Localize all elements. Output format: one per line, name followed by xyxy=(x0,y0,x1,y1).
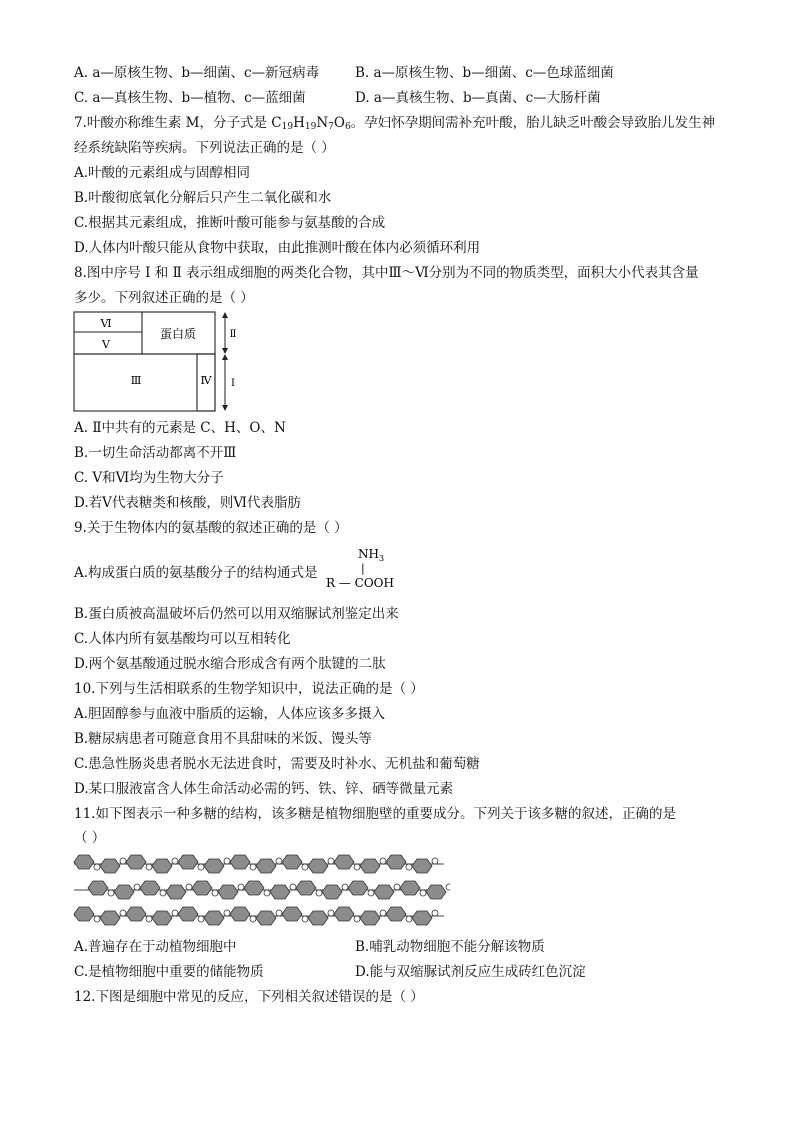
glucose-unit xyxy=(100,859,120,873)
glucose-unit xyxy=(74,907,94,921)
glucose-unit xyxy=(360,911,380,925)
label-protein: 蛋白质 xyxy=(159,327,197,341)
q8-stem-line2: 多少。下列叙述正确的是（ ） xyxy=(74,290,254,306)
glucose-unit xyxy=(192,881,212,895)
oxygen-link xyxy=(94,864,100,870)
q10-option-d[interactable]: D.某口服液富含人体生命活动必需的钙、铁、锌、硒等微量元素 xyxy=(74,781,454,797)
q10-option-a[interactable]: A.胆固醇参与血液中脂质的运输，人体应该多多摄入 xyxy=(74,706,386,722)
q11-option-c[interactable]: C.是植物细胞中重要的储能物质 xyxy=(74,964,264,980)
oxygen-link xyxy=(172,910,178,916)
q6-option-c[interactable]: C. a—真核生物、b—植物、c—蓝细菌 xyxy=(74,90,306,106)
q11-option-b[interactable]: B.哺乳动物细胞不能分解该物质 xyxy=(355,939,545,955)
glucose-unit xyxy=(334,855,354,869)
box-i xyxy=(74,354,215,411)
glucose-unit xyxy=(88,881,108,895)
q8-option-d[interactable]: D.若Ⅴ代表糖类和核酸，则Ⅵ代表脂肪 xyxy=(74,495,301,511)
q6-option-b[interactable]: B. a—原核生物、b—细菌、c—色球蓝细菌 xyxy=(355,65,614,81)
oxygen-link xyxy=(134,884,140,890)
glucose-unit xyxy=(256,859,276,873)
oxygen-link xyxy=(120,910,126,916)
glucose-unit xyxy=(230,855,250,869)
q7-option-d[interactable]: D.人体内叶酸只能从食物中获取，由此推测叶酸在体内必须循环利用 xyxy=(74,240,481,256)
glucose-unit xyxy=(140,881,160,895)
oxygen-link xyxy=(94,916,100,922)
label-i: Ⅰ xyxy=(231,378,235,389)
oxygen-link xyxy=(276,910,282,916)
oxygen-link xyxy=(172,858,178,864)
glucose-unit xyxy=(360,859,380,873)
amino-acid-formula xyxy=(322,546,406,590)
q8-stem-line1: 8.图中序号 Ⅰ 和 Ⅱ 表示组成细胞的两类化合物，其中Ⅲ～Ⅵ分别为不同的物质类型，面积大小代表其含量 xyxy=(74,265,699,281)
label-vi: Ⅵ xyxy=(100,317,112,330)
q9-option-c[interactable]: C.人体内所有氨基酸均可以互相转化 xyxy=(74,631,291,647)
oxygen-link xyxy=(394,884,400,890)
q7-option-c[interactable]: C.根据其元素组成，推断叶酸可能参与氨基酸的合成 xyxy=(74,215,386,231)
oxygen-link xyxy=(302,916,308,922)
glucose-unit xyxy=(348,881,368,895)
q6-option-d[interactable]: D. a—真核生物、b—真菌、c—大肠杆菌 xyxy=(355,90,601,106)
q9-option-b[interactable]: B.蛋白质被高温破坏后仍然可以用双缩脲试剂鉴定出来 xyxy=(74,606,399,622)
oxygen-link xyxy=(224,858,230,864)
q6-option-a[interactable]: A. a—原核生物、b—细菌、c—新冠病毒 xyxy=(74,65,320,81)
oxygen-link xyxy=(212,890,218,896)
glucose-unit xyxy=(374,885,394,899)
q11-stem-line2: （ ） xyxy=(74,830,106,846)
polysaccharide-chain-diagram xyxy=(72,850,450,930)
glucose-unit xyxy=(282,855,302,869)
glucose-unit xyxy=(400,881,420,895)
q9-stem: 9.关于生物体内的氨基酸的叙述正确的是（ ） xyxy=(74,520,348,536)
oxygen-link xyxy=(380,858,386,864)
glucose-unit xyxy=(412,859,432,873)
glucose-unit xyxy=(282,907,302,921)
oxygen-link xyxy=(380,910,386,916)
glucose-unit xyxy=(166,885,186,899)
oxygen-link xyxy=(264,890,270,896)
q7-stem-line2: 经系统缺陷等疾病。下列说法正确的是（ ） xyxy=(74,140,335,156)
oxygen-link xyxy=(316,890,322,896)
oxygen-link xyxy=(120,858,126,864)
oxygen-link xyxy=(198,916,204,922)
glucose-unit xyxy=(386,907,406,921)
glucose-unit xyxy=(114,885,134,899)
oxygen-link xyxy=(368,890,374,896)
oxygen-link xyxy=(302,864,308,870)
oxygen-link xyxy=(198,864,204,870)
glucose-unit xyxy=(308,911,328,925)
q8-option-a[interactable]: A. Ⅱ中共有的元素是 C、H、O、N xyxy=(74,420,286,436)
glucose-unit xyxy=(334,907,354,921)
label-iv: Ⅳ xyxy=(200,374,212,387)
formula-bond: | xyxy=(361,562,365,575)
q7-stem-line1: 7.叶酸亦称维生素 M，分子式是 $C_{19}H_{19}N_7O_6$。孕妇怀孕期间需补充叶酸，胎儿缺乏叶酸会导致胎儿发生神 xyxy=(74,115,716,132)
glucose-unit xyxy=(308,859,328,873)
compound-area-diagram xyxy=(72,310,242,414)
glucose-unit xyxy=(204,859,224,873)
q7-option-a[interactable]: A.叶酸的元素组成与固醇相同 xyxy=(74,165,251,181)
q8-option-b[interactable]: B.一切生命活动都离不开Ⅲ xyxy=(74,445,237,461)
oxygen-link xyxy=(250,916,256,922)
glucose-unit xyxy=(126,907,146,921)
oxygen-link xyxy=(406,916,412,922)
glucose-unit xyxy=(152,859,172,873)
glucose-unit xyxy=(296,881,316,895)
q10-stem: 10.下列与生活相联系的生物学知识中，说法正确的是（ ） xyxy=(74,681,424,697)
label-ii: Ⅱ xyxy=(229,329,237,340)
oxygen-link xyxy=(342,884,348,890)
glucose-unit xyxy=(256,911,276,925)
glucose-unit xyxy=(100,911,120,925)
glucose-unit xyxy=(426,885,446,899)
glucose-unit xyxy=(322,885,342,899)
formula-nh: $NH_3$ xyxy=(358,547,385,563)
oxygen-link xyxy=(250,864,256,870)
oxygen-link xyxy=(224,910,230,916)
glucose-unit xyxy=(270,885,290,899)
oxygen-link xyxy=(276,858,282,864)
oxygen-link xyxy=(186,884,192,890)
glucose-unit xyxy=(74,855,94,869)
oxygen-link xyxy=(160,890,166,896)
glucose-unit xyxy=(204,911,224,925)
q10-option-c[interactable]: C.患急性肠炎患者脱水无法进食时，需要及时补水、无机盐和葡萄糖 xyxy=(74,756,480,772)
glucose-unit xyxy=(218,885,238,899)
q11-stem-line1: 11.如下图表示一种多糖的结构，该多糖是植物细胞壁的重要成分。下列关于该多糖的叙述，正确的是 xyxy=(74,806,676,822)
label-v: Ⅴ xyxy=(102,338,110,351)
oxygen-link xyxy=(290,884,296,890)
oxygen-link xyxy=(108,890,114,896)
oxygen-link xyxy=(432,910,438,916)
q8-option-c[interactable]: C. Ⅴ和Ⅵ均为生物大分子 xyxy=(74,470,224,486)
oxygen-link xyxy=(354,864,360,870)
oxygen-link xyxy=(238,884,244,890)
glucose-unit xyxy=(412,911,432,925)
glucose-unit xyxy=(152,911,172,925)
glucose-unit xyxy=(178,907,198,921)
formula-chain: R — COOH xyxy=(326,576,394,590)
glucose-unit xyxy=(178,855,198,869)
oxygen-link xyxy=(146,864,152,870)
oxygen-link xyxy=(406,864,412,870)
oxygen-link xyxy=(432,858,438,864)
oxygen-link xyxy=(446,884,450,890)
q10-option-b[interactable]: B.糖尿病患者可随意食用不具甜味的米饭、馒头等 xyxy=(74,731,372,747)
oxygen-link xyxy=(328,910,334,916)
oxygen-link xyxy=(328,858,334,864)
glucose-unit xyxy=(386,855,406,869)
q11-option-a[interactable]: A.普遍存在于动植物细胞中 xyxy=(74,939,237,955)
oxygen-link xyxy=(420,890,426,896)
q12-stem: 12.下图是细胞中常见的反应，下列相关叙述错误的是（ ） xyxy=(74,989,424,1005)
label-iii: Ⅲ xyxy=(130,374,142,387)
q9-option-a[interactable]: A.构成蛋白质的氨基酸分子的结构通式是 xyxy=(74,565,318,581)
oxygen-link xyxy=(146,916,152,922)
q7-option-b[interactable]: B.叶酸彻底氧化分解后只产生二氧化碳和水 xyxy=(74,190,332,206)
glucose-unit xyxy=(244,881,264,895)
q9-option-d[interactable]: D.两个氨基酸通过脱水缩合形成含有两个肽键的二肽 xyxy=(74,656,386,672)
q11-option-d[interactable]: D.能与双缩脲试剂反应生成砖红色沉淀 xyxy=(355,964,586,980)
glucose-unit xyxy=(126,855,146,869)
oxygen-link xyxy=(354,916,360,922)
glucose-unit xyxy=(230,907,250,921)
